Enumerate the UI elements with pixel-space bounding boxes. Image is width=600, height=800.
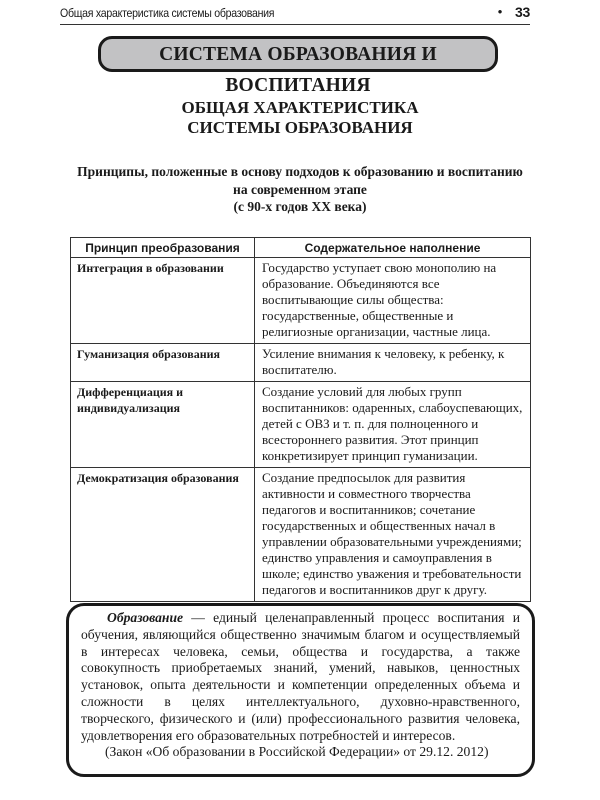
- content-cell: Государство уступает свою монополию на образование. Объединяются все воспитывающие силы общества: государственные, общественные и религиозные организации, частные лица.: [255, 258, 531, 344]
- section-title-line1: ОБЩАЯ ХАРАКТЕРИСТИКА: [181, 98, 419, 117]
- principle-cell: Гуманизация образования: [71, 344, 255, 382]
- definition-body: — единый целенаправленный процесс воспитания и обучения, являющийся общественно значимым благом и осуществляемый в интересах человека, семьи, общества и государства, а также совокупность приобретаемых знаний, умений, навыков, ценностных установок, опыта деятельности и компетенции определенных объема и сложности в целях интеллектуального, духовно-нравственного, творческого, физического и (или) профессионального развития человека, удовлетворения его образовательных потребностей и интересов.: [81, 610, 520, 743]
- bullet-icon: •: [497, 4, 502, 19]
- table-row: [71, 468, 531, 602]
- definition-box: [66, 603, 535, 777]
- table-header-row: [71, 238, 531, 258]
- table-caption-line3: (с 90-х годов XX века): [233, 199, 367, 214]
- content-cell: Создание предпосылок для развития активности и совместного творчества педагогов и воспитанников; сочетание государственных и общественных начал в управлении образовательными учреждениями; единство управления и самоуправления в школе; единство уважения и требовательности педагогов и воспитанников друг к другу.: [255, 468, 531, 602]
- content-cell: Создание условий для любых групп воспитанников: одаренных, слабоуспевающих, детей с ОВЗ и т. п. для полноценного и всестороннего развития. Этот принцип конкретизирует принцип гуманизации.: [255, 382, 531, 468]
- page-number: 33: [515, 4, 530, 20]
- table-row: [71, 344, 531, 382]
- principle-cell: Дифференциация и индивидуализация: [71, 382, 255, 468]
- principle-cell: Демократизация образования: [71, 468, 255, 602]
- content-cell: Усиление внимания к человеку, к ребенку, к воспитателю.: [255, 344, 531, 382]
- header-principle: Принцип преобразования: [71, 238, 255, 258]
- header-content: Содержательное наполнение: [255, 238, 531, 258]
- table-caption-line1: Принципы, положенные в основу подходов к образованию и воспитанию: [77, 164, 523, 179]
- running-head-title: Общая характеристика системы образования: [60, 6, 275, 20]
- table-caption-line2: на современном этапе: [233, 181, 367, 197]
- section-title-line2: СИСТЕМЫ ОБРАЗОВАНИЯ: [187, 118, 413, 137]
- definition-term: Образование: [107, 610, 184, 625]
- table-caption: [0, 163, 600, 216]
- definition-text: [81, 610, 520, 744]
- table-row: [71, 382, 531, 468]
- section-title: [0, 98, 600, 138]
- running-head: [60, 4, 530, 25]
- principles-table: [70, 237, 531, 602]
- chapter-banner-label: СИСТЕМА ОБРАЗОВАНИЯ И ВОСПИТАНИЯ: [159, 44, 437, 96]
- table-row: [71, 258, 531, 344]
- principle-cell: Интеграция в образовании: [71, 258, 255, 344]
- definition-source: (Закон «Об образовании в Российской Федерации» от 29.12. 2012): [105, 744, 489, 760]
- chapter-banner: [98, 36, 498, 96]
